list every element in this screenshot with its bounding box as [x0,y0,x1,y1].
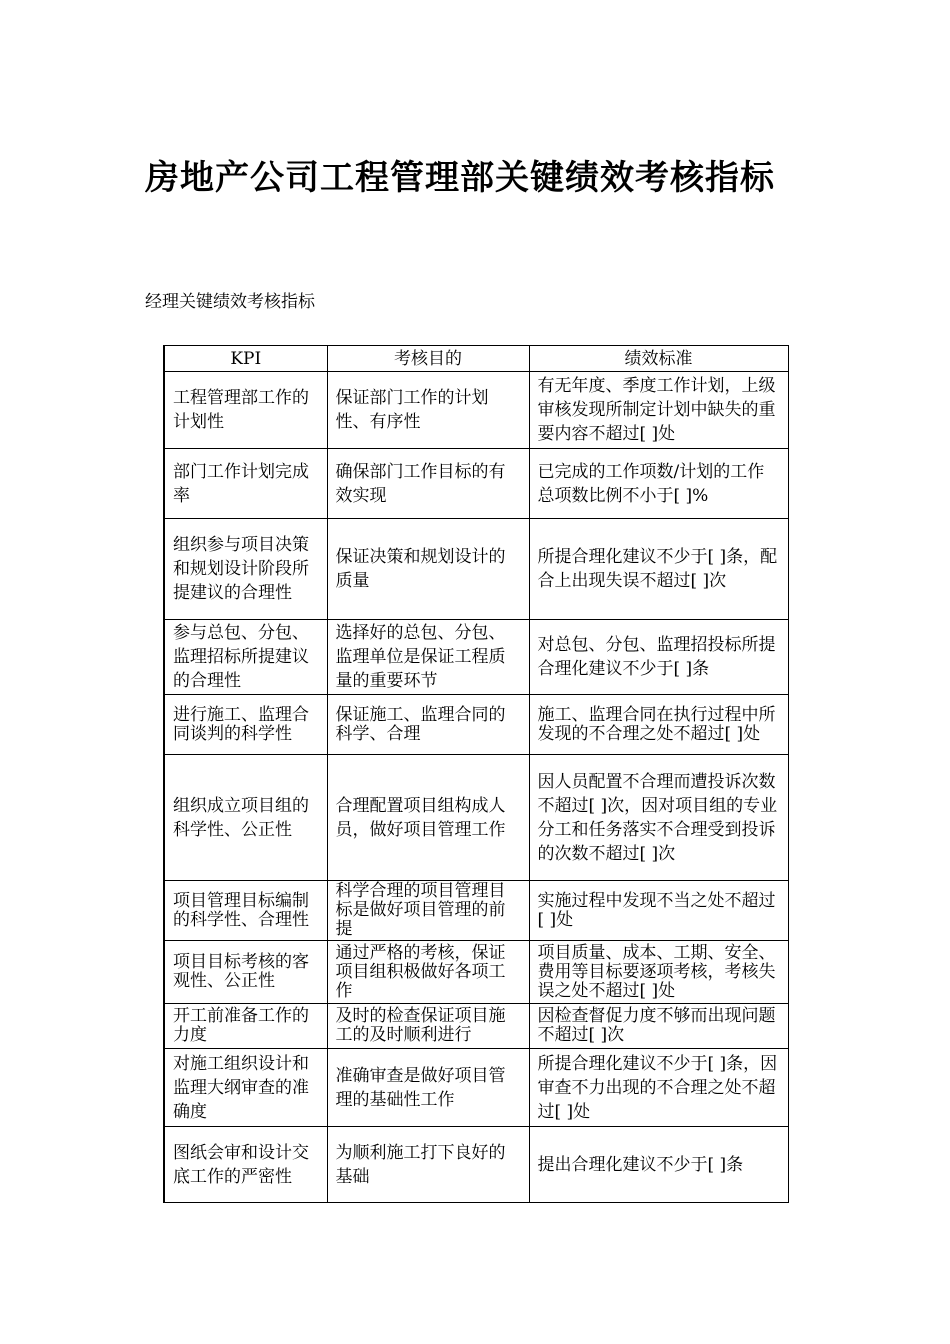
table-row [164,941,788,1004]
standard-cell: 已完成的工作项数/计划的工作总项数比例不小于[ ]% [529,449,788,519]
purpose-cell: 保证施工、监理合同的科学、合理 [327,695,529,755]
kpi-cell: 组织成立项目组的科学性、公正性 [164,755,327,881]
purpose-cell: 科学合理的项目管理目标是做好项目管理的前提 [327,881,529,941]
table-row [164,1049,788,1127]
table-row [164,1127,788,1203]
table-row [164,881,788,941]
table-row [164,755,788,881]
standard-cell: 项目质量、成本、工期、安全、费用等目标要逐项考核，考核失误之处不超过[ ]处 [529,941,788,1004]
purpose-cell: 及时的检查保证项目施工的及时顺利进行 [327,1004,529,1049]
section-subtitle: 经理关键绩效考核指标 [145,292,315,312]
kpi-table [163,345,789,1203]
kpi-cell: 项目管理目标编制的科学性、合理性 [164,881,327,941]
table-row [164,1004,788,1049]
table-header-row [164,346,788,372]
kpi-cell: 对施工组织设计和监理大纲审查的准确度 [164,1049,327,1127]
standard-cell: 所提合理化建议不少于[ ]条，配合上出现失误不超过[ ]次 [529,519,788,620]
purpose-cell: 保证决策和规划设计的质量 [327,519,529,620]
purpose-cell: 选择好的总包、分包、监理单位是保证工程质量的重要环节 [327,620,529,695]
purpose-cell: 合理配置项目组构成人员，做好项目管理工作 [327,755,529,881]
standard-cell: 提出合理化建议不少于[ ]条 [529,1127,788,1203]
page-title: 房地产公司工程管理部关键绩效考核指标 [145,158,775,198]
kpi-cell: 图纸会审和设计交底工作的严密性 [164,1127,327,1203]
purpose-cell: 准确审查是做好项目管理的基础性工作 [327,1049,529,1127]
standard-cell: 实施过程中发现不当之处不超过[ ]处 [529,881,788,941]
standard-cell: 有无年度、季度工作计划，上级审核发现所制定计划中缺失的重要内容不超过[ ]处 [529,372,788,449]
standard-cell: 因检查督促力度不够而出现问题不超过[ ]次 [529,1004,788,1049]
purpose-cell: 通过严格的考核，保证项目组积极做好各项工作 [327,941,529,1004]
header-purpose: 考核目的 [327,346,529,372]
header-standard: 绩效标准 [529,346,788,372]
table-row [164,372,788,449]
kpi-cell: 进行施工、监理合同谈判的科学性 [164,695,327,755]
kpi-cell: 工程管理部工作的计划性 [164,372,327,449]
table-row [164,620,788,695]
standard-cell: 所提合理化建议不少于[ ]条，因审查不力出现的不合理之处不超过[ ]处 [529,1049,788,1127]
kpi-cell: 参与总包、分包、监理招标所提建议的合理性 [164,620,327,695]
standard-cell: 对总包、分包、监理招投标所提合理化建议不少于[ ]条 [529,620,788,695]
kpi-cell: 部门工作计划完成率 [164,449,327,519]
kpi-cell: 开工前准备工作的力度 [164,1004,327,1049]
purpose-cell: 保证部门工作的计划性、有序性 [327,372,529,449]
purpose-cell: 确保部门工作目标的有效实现 [327,449,529,519]
table-row [164,695,788,755]
standard-cell: 施工、监理合同在执行过程中所发现的不合理之处不超过[ ]处 [529,695,788,755]
table-row [164,449,788,519]
header-kpi: KPI [164,346,327,372]
standard-cell: 因人员配置不合理而遭投诉次数不超过[ ]次，因对项目组的专业分工和任务落实不合理受到投诉的次数不超过[ ]次 [529,755,788,881]
kpi-cell: 组织参与项目决策和规划设计阶段所提建议的合理性 [164,519,327,620]
purpose-cell: 为顺利施工打下良好的基础 [327,1127,529,1203]
table-row [164,519,788,620]
kpi-cell: 项目目标考核的客观性、公正性 [164,941,327,1004]
